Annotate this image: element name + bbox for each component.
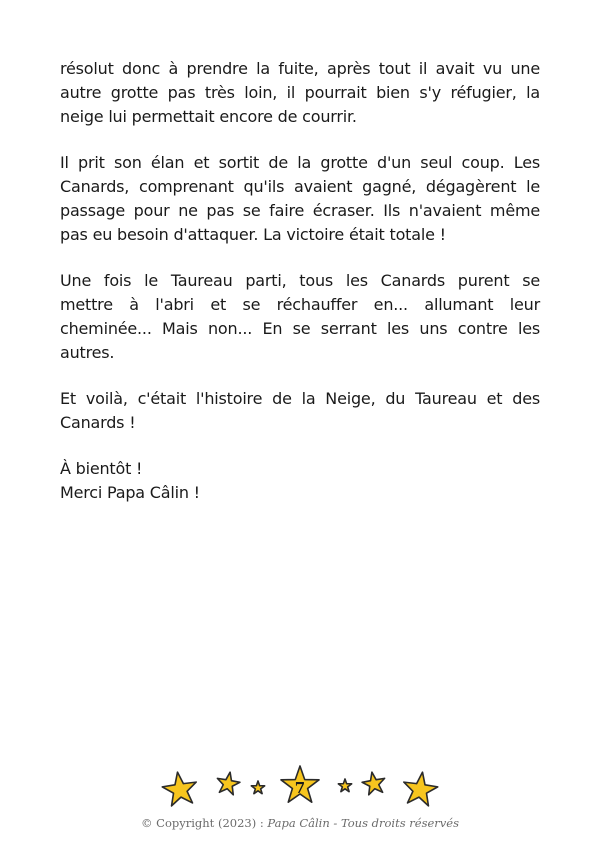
star-icon (338, 779, 351, 792)
paragraph-1 (60, 57, 540, 129)
text-line: passage pour ne pas se faire écraser. Ils n'avaient même (60, 201, 540, 220)
copyright-text: © Copyright (2023) : (141, 816, 268, 830)
page-number: 7 (294, 779, 306, 797)
text-line: neige lui permettait encore de courrir. (60, 107, 357, 126)
footer-copyright (0, 816, 600, 830)
star-icon (361, 770, 387, 795)
text-line: Merci Papa Câlin ! (60, 483, 200, 502)
paragraph-3 (60, 269, 540, 365)
text-line: résolut donc à prendre la fuite, après tout il avait vu une (60, 59, 540, 78)
text-line: pas eu besoin d'attaquer. La victoire était totale ! (60, 225, 446, 244)
story-text (60, 57, 540, 527)
text-line: mettre à l'abri et se réchauffer en... allumant leur (60, 295, 540, 314)
text-line: autres. (60, 343, 115, 362)
text-line: Une fois le Taureau parti, tous les Canards purent se (60, 271, 540, 290)
star-icon (401, 770, 439, 807)
star-decoration (0, 760, 600, 820)
paragraph-5 (60, 457, 540, 505)
text-line: cheminée... Mais non... En se serrant les uns contre les (60, 319, 540, 338)
paragraph-4 (60, 387, 540, 435)
text-line: Canards ! (60, 413, 136, 432)
star-icon (161, 770, 199, 807)
star-icon (251, 781, 264, 794)
authors-text: Papa Câlin - Tous droits réservés (267, 816, 459, 830)
text-line: Et voilà, c'était l'histoire de la Neige, du Taureau et des (60, 389, 540, 408)
text-line: Il prit son élan et sortit de la grotte d'un seul coup. Les (60, 153, 540, 172)
paragraph-2 (60, 151, 540, 247)
text-line: autre grotte pas très loin, il pourrait bien s'y réfugier, la (60, 83, 540, 102)
text-line: À bientôt ! (60, 459, 143, 478)
text-line: Canards, comprenant qu'ils avaient gagné, dégagèrent le (60, 177, 540, 196)
star-icon (215, 770, 241, 795)
